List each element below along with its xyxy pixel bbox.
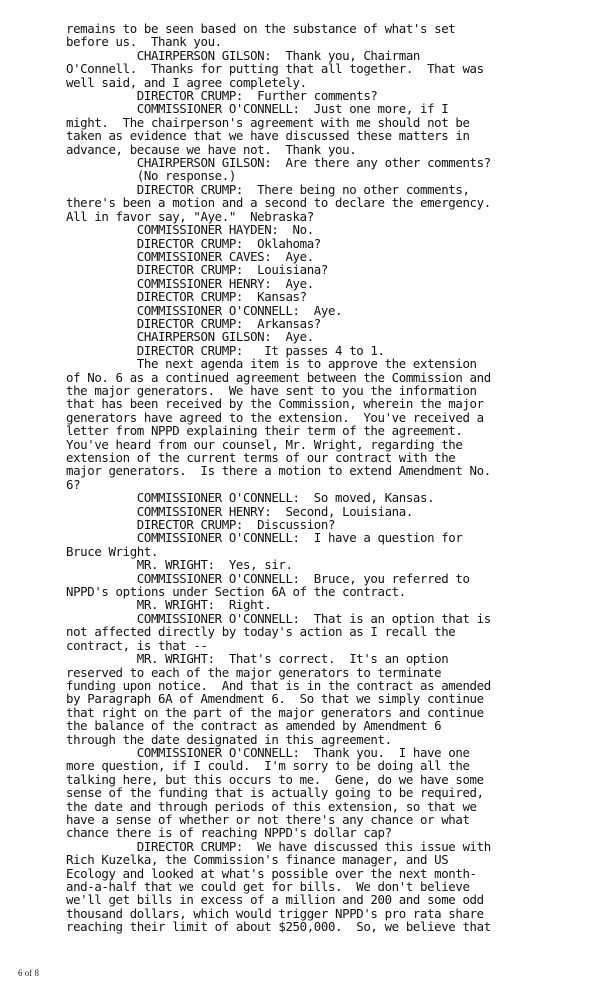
transcript-line: MR. WRIGHT: Right. bbox=[66, 597, 272, 613]
transcript-line: CHAIRPERSON GILSON: Aye. bbox=[66, 329, 314, 345]
transcript-line: All in favor say, "Aye." Nebraska? bbox=[66, 208, 314, 224]
transcript-line: CHAIRPERSON GILSON: Are there any other comments? bbox=[66, 155, 491, 171]
transcript-line: COMMISSIONER O'CONNELL: Aye. bbox=[66, 302, 343, 318]
transcript-line: remains to be seen based on the substance of what's set bbox=[66, 21, 456, 36]
transcript-line: O'Connell. Thanks for putting that all together. That was bbox=[66, 61, 484, 77]
transcript-line: generators have agreed to the extension. You've received a bbox=[66, 409, 484, 425]
transcript-line: that has been received by the Commission, wherein the major bbox=[66, 396, 484, 412]
transcript-line: might. The chairperson's agreement with me should not be bbox=[66, 114, 470, 130]
transcript-line: DIRECTOR CRUMP: Discussion? bbox=[66, 517, 336, 533]
transcript-body bbox=[66, 22, 566, 934]
transcript-line: and-a-half that we could get for bills. We don't believe bbox=[66, 879, 470, 894]
transcript-line: taken as evidence that we have discussed these matters in bbox=[66, 128, 470, 144]
transcript-line: NPPD's options under Section 6A of the contract. bbox=[66, 584, 406, 600]
transcript-line: MR. WRIGHT: Yes, sir. bbox=[66, 557, 293, 573]
transcript-line: through the date designated in this agreement. bbox=[66, 731, 392, 747]
transcript-line: COMMISSIONER O'CONNELL: Bruce, you referred to bbox=[66, 570, 470, 586]
transcript-line: DIRECTOR CRUMP: Further comments? bbox=[66, 88, 378, 104]
transcript-line: DIRECTOR CRUMP: There being no other comments, bbox=[66, 181, 470, 197]
transcript-line: DIRECTOR CRUMP: It passes 4 to 1. bbox=[66, 342, 385, 358]
transcript-line: reserved to each of the major generators to terminate bbox=[66, 664, 442, 680]
transcript-line: COMMISSIONER HAYDEN: No. bbox=[66, 222, 314, 238]
transcript-line: before us. Thank you. bbox=[66, 34, 222, 50]
transcript-line: by Paragraph 6A of Amendment 6. So that we simply continue bbox=[66, 691, 484, 707]
transcript-line: talking here, but this occurs to me. Gene, do we have some bbox=[66, 771, 484, 787]
page-number: 6 of 8 bbox=[18, 968, 39, 978]
transcript-line: 6? bbox=[66, 476, 81, 492]
transcript-line: The next agenda item is to approve the extension bbox=[66, 356, 477, 372]
transcript-line: You've heard from our counsel, Mr. Wright, regarding the bbox=[66, 436, 463, 452]
transcript-line: well said, and I agree completely. bbox=[66, 74, 307, 90]
transcript-line: of No. 6 as a continued agreement between the Commission and bbox=[66, 369, 491, 385]
transcript-line: DIRECTOR CRUMP: Louisiana? bbox=[66, 262, 328, 278]
transcript-line: reaching their limit of about $250,000. So, we believe that bbox=[66, 919, 491, 935]
transcript-line: that right on the part of the major generators and continue bbox=[66, 704, 484, 720]
transcript-line: the balance of the contract as amended by Amendment 6 bbox=[66, 718, 442, 734]
transcript-line: more question, if I could. I'm sorry to be doing all the bbox=[66, 758, 470, 774]
transcript-line: thousand dollars, which would trigger NPPD's pro rata share bbox=[66, 905, 484, 921]
transcript-line: COMMISSIONER CAVES: Aye. bbox=[66, 248, 314, 264]
transcript-line: major generators. Is there a motion to extend Amendment No. bbox=[66, 463, 491, 479]
transcript-line: the date and through periods of this extension, so that we bbox=[66, 798, 477, 814]
transcript-line: COMMISSIONER O'CONNELL: Thank you. I have one bbox=[66, 744, 470, 760]
transcript-line: advance, because we have not. Thank you. bbox=[66, 141, 357, 157]
transcript-line: MR. WRIGHT: That's correct. It's an option bbox=[66, 651, 449, 667]
transcript-line: CHAIRPERSON GILSON: Thank you, Chairman bbox=[66, 47, 420, 63]
transcript-line: have a sense of whether or not there's any chance or what bbox=[66, 811, 470, 827]
transcript-line: sense of the funding that is actually going to be required, bbox=[66, 785, 484, 801]
transcript-line: contract, is that -- bbox=[66, 637, 208, 653]
transcript-line: letter from NPPD explaining their term of the agreement. bbox=[66, 423, 463, 439]
transcript-line: funding upon notice. And that is in the contract as amended bbox=[66, 677, 491, 693]
transcript-line: the major generators. We have sent to you the information bbox=[66, 382, 477, 398]
transcript-line: Rich Kuzelka, the Commission's finance manager, and US bbox=[66, 852, 449, 868]
transcript-line: (No response.) bbox=[66, 168, 236, 184]
transcript-line: DIRECTOR CRUMP: Kansas? bbox=[66, 289, 307, 305]
transcript-line: COMMISSIONER O'CONNELL: That is an option that is bbox=[66, 610, 491, 626]
transcript-line: not affected directly by today's action as I recall the bbox=[66, 624, 456, 640]
transcript-line: COMMISSIONER O'CONNELL: Just one more, if I bbox=[66, 101, 449, 117]
transcript-line: COMMISSIONER HENRY: Second, Louisiana. bbox=[66, 503, 413, 519]
transcript-line: chance there is of reaching NPPD's dollar cap? bbox=[66, 825, 392, 841]
transcript-line: Bruce Wright. bbox=[66, 543, 159, 559]
transcript-line: extension of the current terms of our contract with the bbox=[66, 450, 456, 465]
transcript-line: DIRECTOR CRUMP: We have discussed this issue with bbox=[66, 838, 491, 854]
transcript-line: Ecology and looked at what's possible over the next month- bbox=[66, 865, 477, 881]
transcript-line: there's been a motion and a second to declare the emergency. bbox=[66, 195, 491, 211]
transcript-line: DIRECTOR CRUMP: Oklahoma? bbox=[66, 235, 321, 251]
transcript-line: we'll get bills in excess of a million and 200 and some odd bbox=[66, 892, 484, 908]
transcript-line: DIRECTOR CRUMP: Arkansas? bbox=[66, 315, 321, 331]
transcript-line: COMMISSIONER O'CONNELL: I have a question for bbox=[66, 530, 463, 546]
transcript-line: COMMISSIONER O'CONNELL: So moved, Kansas. bbox=[66, 490, 435, 506]
transcript-line: COMMISSIONER HENRY: Aye. bbox=[66, 275, 314, 291]
